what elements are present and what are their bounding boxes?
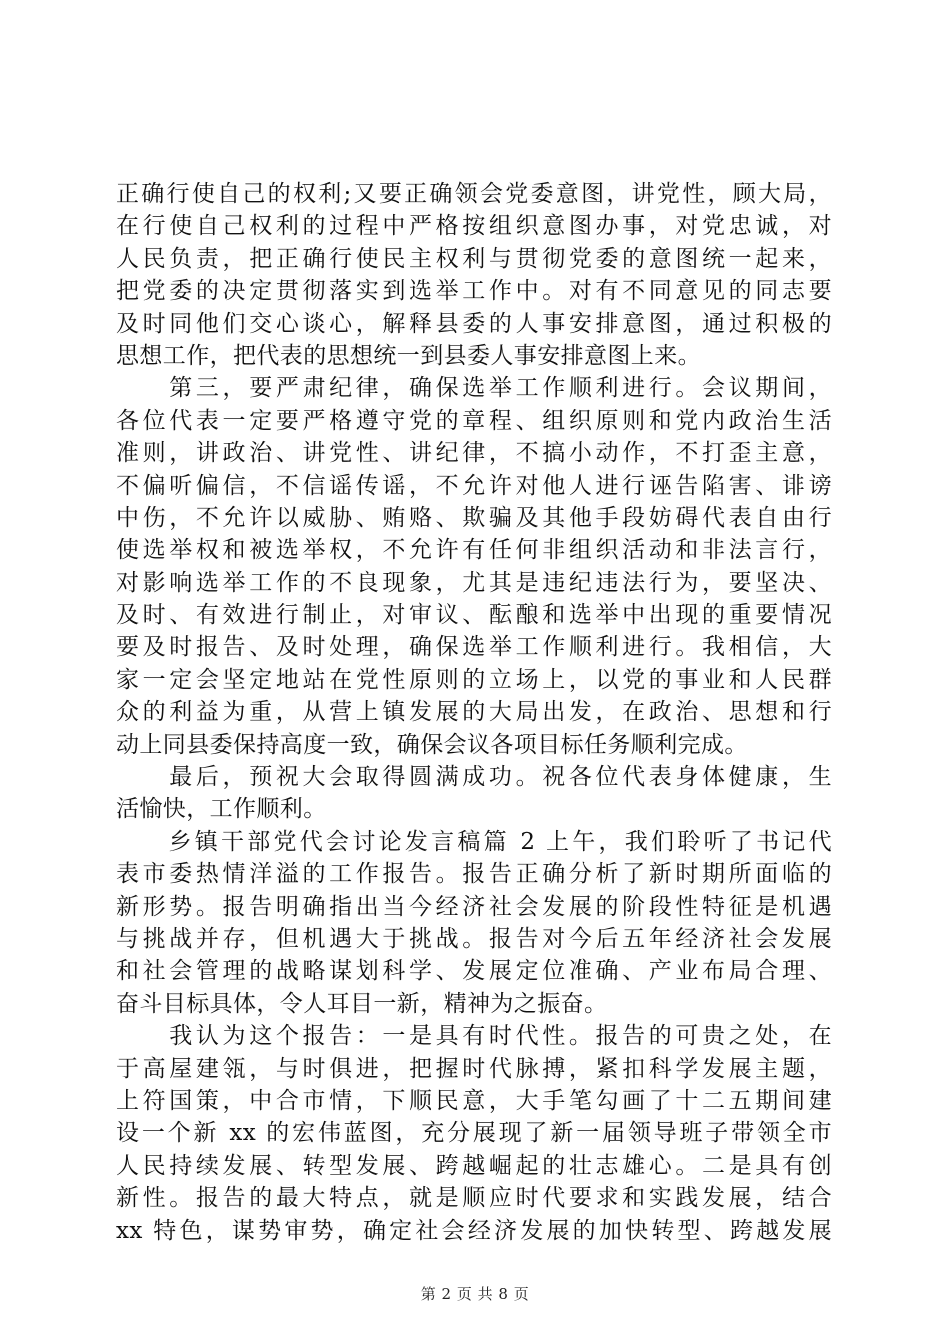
text-line: 正确行使自己的权利;又要正确领会党委意图，讲党性，顾大局， — [116, 181, 832, 207]
text-line: 及时同他们交心谈心，解释县委的人事安排意图，通过积极的 — [116, 310, 832, 337]
text-line: 于高屋建瓴，与时俱进，把握时代脉搏，紧扣科学发展主题， — [116, 1055, 832, 1082]
text-line: 中伤，不允许以威胁、贿赂、欺骗及其他手段妨碍代表自由行 — [116, 504, 832, 531]
text-line: 新性。报告的最大特点，就是顺应时代要求和实践发展，结合 — [116, 1185, 832, 1212]
text-line: 第三，要严肃纪律，确保选举工作顺利进行。会议期间， — [116, 375, 832, 402]
text-line: 和社会管理的战略谋划科学、发展定位准确、产业布局合理、 — [116, 958, 832, 985]
text-line: 在行使自己权利的过程中严格按组织意图办事，对党忠诚，对 — [116, 213, 832, 240]
page-footer: 第 2 页 共 8 页 — [420, 1285, 530, 1303]
text-line: 及时、有效进行制止，对审议、酝酿和选举中出现的重要情况 — [116, 602, 832, 629]
text-line: 奋斗目标具体，令人耳目一新，精神为之振奋。 — [116, 990, 608, 1017]
text-line: 使选举权和被选举权，不允许有任何非组织活动和非法言行， — [116, 537, 832, 564]
text-line: 新形势。报告明确指出当今经济社会发展的阶段性特征是机遇 — [116, 893, 832, 920]
text-line: 人民负责，把正确行使民主权利与贯彻党委的意图统一起来， — [116, 245, 832, 272]
text-line: 家一定会坚定地站在党性原则的立场上，以党的事业和人民群 — [116, 666, 832, 693]
text-line: 准则，讲政治、讲党性、讲纪律，不搞小动作，不打歪主意， — [116, 440, 832, 467]
text-line: 与挑战并存，但机遇大于挑战。报告对今后五年经济社会发展 — [116, 925, 832, 952]
text-line: 思想工作，把代表的思想统一到县委人事安排意图上来。 — [116, 342, 701, 369]
text-line: xx 特色，谋势审势，确定社会经济发展的加快转型、跨越发展 — [116, 1217, 832, 1244]
text-line: 上符国策，中合市情，下顺民意，大手笔勾画了十二五期间建 — [116, 1087, 832, 1114]
text-line: 要及时报告、及时处理，确保选举工作顺利进行。我相信，大 — [116, 634, 832, 661]
text-line: 最后，预祝大会取得圆满成功。祝各位代表身体健康，生 — [116, 764, 832, 791]
text-line: 表市委热情洋溢的工作报告。报告正确分析了新时期所面临的 — [116, 861, 832, 888]
text-line: 不偏听偏信，不信谣传谣，不允许对他人进行诬告陷害、诽谤 — [116, 472, 832, 499]
text-line: 我认为这个报告：一是具有时代性。报告的可贵之处，在 — [116, 1023, 832, 1050]
text-line: 各位代表一定要严格遵守党的章程、组织原则和党内政治生活 — [116, 407, 832, 434]
text-line: 把党委的决定贯彻落实到选举工作中。对有不同意见的同志要 — [116, 278, 832, 305]
text-line: 对影响选举工作的不良现象，尤其是违纪违法行为，要坚决、 — [116, 569, 832, 596]
text-line: 众的利益为重，从营上镇发展的大局出发，在政治、思想和行 — [116, 699, 832, 726]
document-body — [116, 178, 832, 1247]
text-line: 动上同县委保持高度一致，确保会议各项目标任务顺利完成。 — [116, 731, 748, 758]
text-line: 活愉快，工作顺利。 — [116, 796, 327, 823]
text-line: 人民持续发展、转型发展、跨越崛起的壮志雄心。二是具有创 — [116, 1152, 832, 1179]
text-line: 设一个新 xx 的宏伟蓝图，充分展现了新一届领导班子带领全市 — [116, 1120, 832, 1147]
text-line: 乡镇干部党代会讨论发言稿篇 2 上午，我们聆听了书记代 — [116, 828, 832, 855]
